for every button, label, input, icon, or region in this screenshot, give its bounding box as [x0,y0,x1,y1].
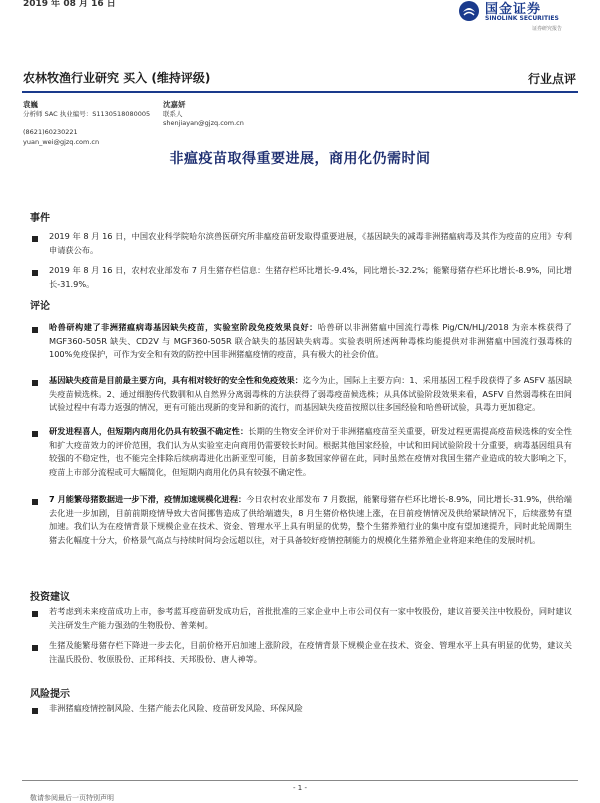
bullet-icon [32,270,38,276]
section-comment-title: 评论 [30,301,50,312]
report-date: 2019 年 08 月 16 日 [23,0,116,9]
comment-item-1-body: 哈兽研以非洲猪瘟中国流行毒株 Pig/CN/HLJ/2018 为亲本株获得了 MGF360-505R 缺失、CD2V 与 MGF360-505R 联合缺失的基因缺失病毒。实验表明所述两种毒株均能提供对非洲猪瘟中国流行强毒株的 100%免疫保护，可作为安全和有效的防控中国非洲猪瘟疫情的疫苗，具有极大的社会价值。 [49,322,572,360]
comment-item-3-lead: 研发进程喜人，但短期内商用化仍具有较强不确定性： [49,426,249,436]
bullet-icon [32,499,38,505]
header-divider [22,91,578,93]
comment-item-3-body: 长期的生物安全评价对于非洲猪瘟疫苗至关重要，研发过程更需提高疫苗候选株的安全性和扩大疫苗效力的评价范围，我们认为从实验室走向商用仍需要较长时间。根据其他国家经验，中试和田间试验阶段十分重要，病毒基因组具有较强的不稳定性，也不能完全排除后续病毒进化出新亚型可能，目前多数国家停留在此，同时虽然在疫情对我国生猪产业造成的较大影响之下，疫苗上市部分流程或可大幅简化，但短期内商用化仍具有较强不确定性。 [49,426,572,477]
comment-item-2-lead: 基因缺失疫苗是目前最主要方向，具有相对较好的安全性和免疫效果： [49,375,303,385]
comment-item-3 [49,425,572,479]
comment-item-4-body: 今日农村农业部发布 7 月数据，能繁母猪存栏环比增长-8.9%，同比增长-31.9%，供给端去化进一步加剧，目前前期疫情导致大省间挪售造成了供给端遗失，8 月生猪价格快速上涨，在目前疫情情况及供给紧缺情况下，后续涨势有望加速。我们认为在疫情背景下规模企业在技术、资金、管理水平上具有明显的优势，整个生猪养殖行业的集中度有望加速提升，同时此轮周期生猪去化幅度十分大，价格景气高点与持续时间均会远超以往，对于具备较好疫情控制能力的规模化生猪养殖企业将迎来绝佳的发展时机。 [49,494,572,545]
header-title: 农林牧渔行业研究 买入 (维持评级) [23,71,211,85]
bullet-icon [32,708,38,714]
comment-item-1-lead: 哈兽研构建了非洲猪瘟病毒基因缺失疫苗，实验室阶段免疫效果良好： [49,322,318,332]
bullet-icon [32,611,38,617]
section-investment-title: 投资建议 [30,592,70,603]
bullet-icon [32,236,38,242]
comment-item-4-lead: 7 月能繁母猪数据进一步下滑，疫情加速规模化进程： [49,494,247,504]
footer-note: 敬请参阅最后一页特别声明 [30,794,114,802]
bullet-icon [32,645,38,651]
analyst-1-phone: (8621)60230221 [23,128,78,136]
comment-item-1 [49,321,572,362]
section-risk-title: 风险提示 [30,689,70,700]
analyst-1-name: 袁巍 [23,100,38,109]
main-title: 非瘟疫苗取得重要进展，商用化仍需时间 [169,151,431,167]
analyst-2-name: 沈嘉妍 [163,100,186,109]
analyst-1 [23,100,150,147]
page-number: - 1 - [293,784,307,792]
comment-item-2 [49,374,572,415]
investment-item-1: 若考虑到未来疫苗成功上市，参考蓝耳疫苗研发成功后，首批批准的三家企业中上市公司仅有一家中牧股份，建议首要关注中牧股份，同时建议关注研发生产能力强劲的生物股份、普莱柯。 [49,606,572,630]
comment-item-4 [49,493,572,547]
footer-divider [22,780,578,781]
logo-cn-text: 国金证券 [485,2,542,17]
investment-item-2: 生猪及能繁母猪存栏下降进一步去化，目前价格开启加速上涨阶段，在疫情背景下规模企业在技术、资金、管理水平上具有明显的优势，建议关注温氏股份、牧原股份、正邦科技、天邦股份、唐人神等。 [49,640,572,664]
section-event-title: 事件 [30,213,50,224]
comment-item-2-body: 迄今为止，国际上主要方向：1、采用基因工程手段获得了多 ASFV 基因缺失疫苗候选株。2、通过细胞传代数驯和从自然界分离弱毒株的方法获得了弱毒疫苗候选株；从具体试验阶段效果来看，ASFV 自然弱毒株在田间试验过程中有毒力返强的情况，更有可能出现新的变异和新的流行，而基因缺失疫苗按照以往多国经验和哈兽研试验，具毒力更加稳定。 [49,375,572,413]
event-item-2: 2019 年 8 月 16 日，农村农业部发布 7 月生猪存栏信息：生猪存栏环比增长-9.4%，同比增长-32.2%；能繁母猪存栏环比增长-8.9%，同比增长-31.9%。 [49,265,572,289]
bullet-icon [32,431,38,437]
report-type: 行业点评 [527,72,576,86]
analyst-1-cert: 分析师 SAC 执业编号：S1130518080005 [23,109,151,118]
risk-item-1: 非洲猪瘟疫情控制风险、生猪产能去化风险、疫苗研发风险、环保风险 [49,703,303,713]
bullet-icon [32,327,38,333]
logo-tagline: 证券研究报告 [532,26,563,32]
analyst-2 [163,100,244,129]
analyst-2-cert: 联系人 [163,109,183,118]
logo-en-text: SINOLINK SECURITIES [485,15,559,22]
company-logo [458,0,588,34]
analyst-1-email: yuan_wei@gjzq.com.cn [23,137,100,146]
sinolink-logo-icon [458,0,480,22]
analyst-2-email: shenjiayan@gjzq.com.cn [163,119,244,127]
bullet-icon [32,380,38,386]
event-item-1: 2019 年 8 月 16 日，中国农业科学院哈尔滨兽医研究所非瘟疫苗研发取得重要进展，《基因缺失的减毒非洲猪瘟病毒及其作为疫苗的应用》专利申请获公布。 [49,231,572,255]
